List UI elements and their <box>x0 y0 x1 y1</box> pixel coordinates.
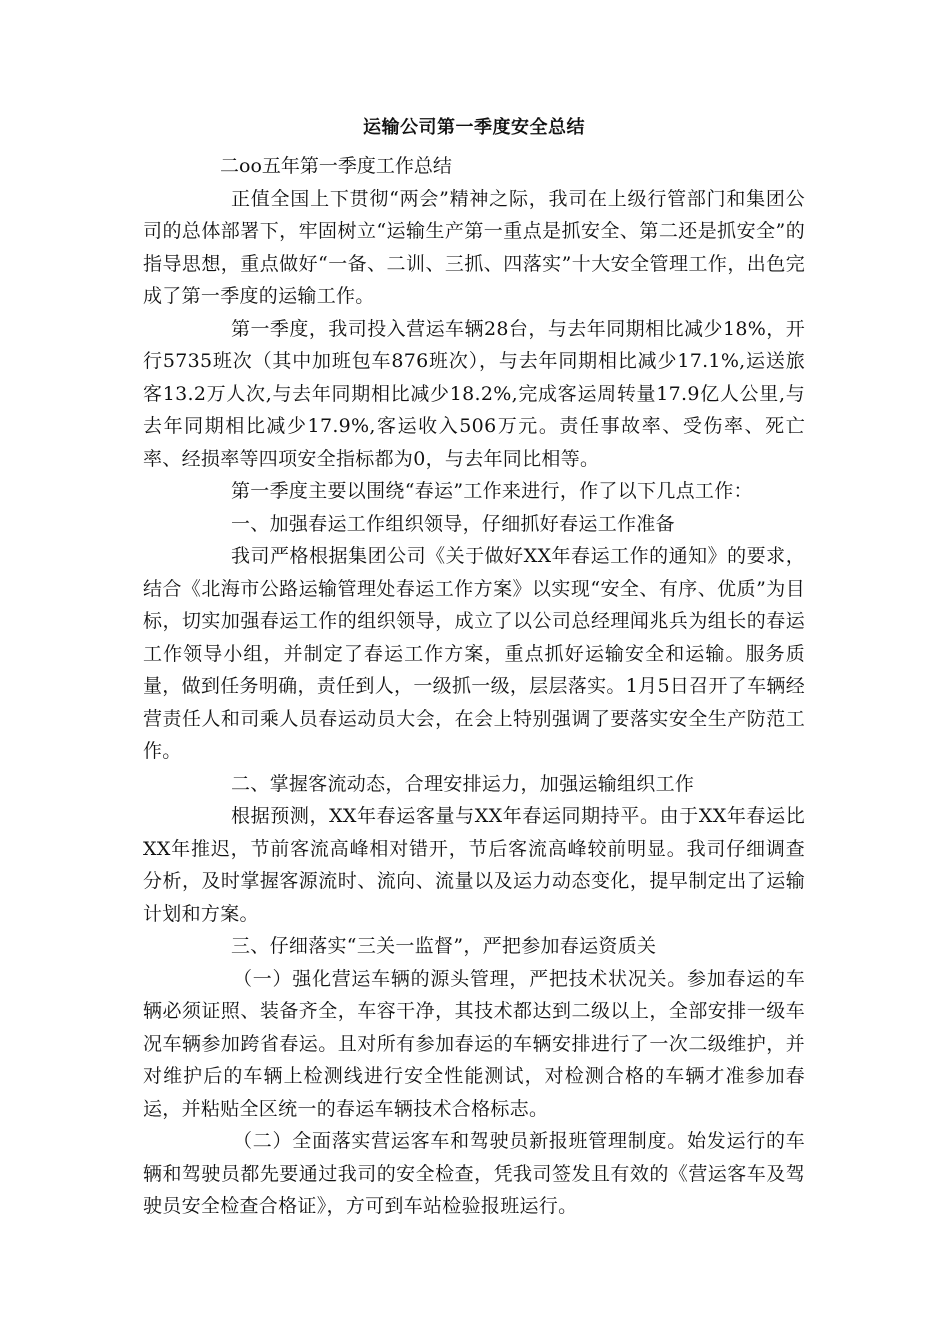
document-body <box>143 114 805 1223</box>
paragraph-statistics: 第一季度，我司投入营运车辆28台，与去年同期相比减少18%，开行5735班次（其中加班包车876班次），与去年同期相比减少17.1%,运送旅客13.2万人次,与去年同期相比减少18.2%,完成客运周转量17.9亿人公里,与去年同期相比减少17.9%,客运收入506万元。责任事故率、受伤率、死亡率、经损率等四项安全指标都为0，与去年同比相等。 <box>143 317 805 470</box>
document-title: 运输公司第一季度安全总结 <box>363 117 585 138</box>
section-heading-3: 三、仔细落实“三关一监督”，严把参加春运资质关 <box>231 935 657 957</box>
section-heading-2: 二、掌握客流动态，合理安排运力，加强运输组织工作 <box>231 772 695 795</box>
paragraph-subsection-1: （一）强化营运车辆的源头管理，严把技术状况关。参加春运的车辆必须证照、装备齐全，车容干净，其技术都达到二级以上，全部安排一级车况车辆参加跨省春运。且对所有参加春运的车辆安排进行了一次二级维护，并对维护后的车辆上检测线进行安全性能测试，对检测合格的车辆才准参加春运，并粘贴全区统一的春运车辆技术合格标志。 <box>143 967 805 1120</box>
document-subtitle: 二oo五年第一季度工作总结 <box>220 155 452 177</box>
paragraph-overview: 第一季度主要以围绕“春运”工作来进行，作了以下几点工作： <box>231 480 753 502</box>
paragraph-subsection-2: （二）全面落实营运客车和驾驶员新报班管理制度。始发运行的车辆和驾驶员都先要通过我司的安全检查，凭我司签发且有效的《营运客车及驾驶员安全检查合格证》，方可到车站检验报班运行。 <box>143 1130 805 1217</box>
section-heading-1: 一、加强春运工作组织领导，仔细抓好春运工作准备 <box>231 512 675 535</box>
paragraph-section-1: 我司严格根据集团公司《关于做好XX年春运工作的通知》的要求，结合《北海市公路运输管理处春运工作方案》以实现“安全、有序、优质”为目标，切实加强春运工作的组织领导，成立了以公司总经理闻兆兵为组长的春运工作领导小组，并制定了春运工作方案，重点抓好运输安全和运输。服务质量，做到任务明确，责任到人，一级抓一级，层层落实。1月5日召开了车辆经营责任人和司乘人员春运动员大会，在会上特别强调了要落实安全生产防范工作。 <box>143 545 805 762</box>
paragraph-intro: 正值全国上下贯彻“两会”精神之际，我司在上级行管部门和集团公司的总体部署下，牢固树立“运输生产第一重点是抓安全、第二还是抓安全”的指导思想，重点做好“一备、二训、三抓、四落实”十大安全管理工作，出色完成了第一季度的运输工作。 <box>143 187 805 307</box>
paragraph-section-2: 根据预测，XX年春运客量与XX年春运同期持平。由于XX年春运比XX年推迟，节前客流高峰相对错开，节后客流高峰较前明显。我司仔细调查分析，及时掌握客源流时、流向、流量以及运力动态变化，提早制定出了运输计划和方案。 <box>143 805 805 925</box>
